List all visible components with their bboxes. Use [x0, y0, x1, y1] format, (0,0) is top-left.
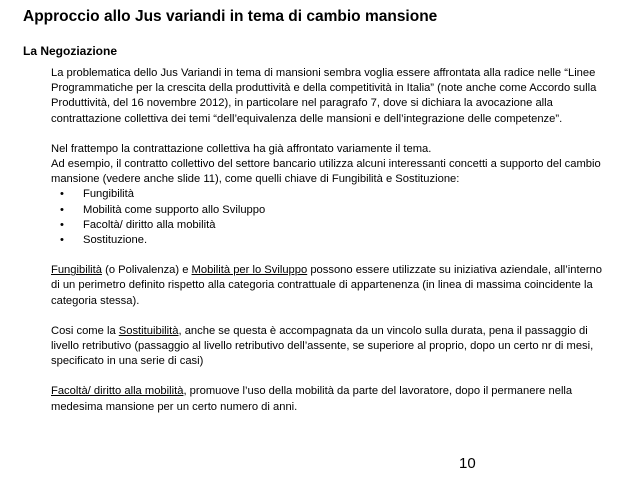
term-substitutability: Sostituibilità: [118, 324, 179, 337]
slide-body: [51, 66, 611, 415]
paragraph-text: possono essere utilizzate su iniziativa aziendale, all’interno di un perimetro definito rispetto alla categoria contrattuale di appartenenza (in linea di massima coincidente la categoria stessa).: [51, 264, 602, 307]
paragraph-meanwhile: Nel frattempo la contrattazione collettiva ha già affrontato variamente il tema.: [51, 142, 432, 155]
paragraph-substitution: [51, 324, 611, 370]
paragraph-text: (o Polivalenza) e: [102, 264, 192, 277]
paragraph-mobility-right: [51, 384, 611, 414]
paragraph-text: , promuove l’uso della mobilità da parte del lavoratore, dopo il permanere nella medesima mansione per un certo numero di anni.: [51, 385, 573, 413]
paragraph-example: Ad esempio, il contratto collettivo del settore bancario utilizza alcuni interessanti concetti a supporto del cambio mansione (vedere anche slide 11), come quelli chiave di Fungibilità e Sostituzione:: [51, 158, 601, 186]
spacer: [51, 127, 611, 142]
bullet-dot: •: [60, 188, 64, 201]
list-item: [51, 218, 611, 233]
bullet-text: Mobilità come supporto allo Sviluppo: [83, 203, 266, 216]
bullet-dot: •: [60, 203, 64, 216]
bullet-text: Sostituzione.: [83, 234, 148, 247]
slide-title: Approccio allo Jus variandi in tema di cambio mansione: [23, 8, 438, 25]
bullet-dot: •: [60, 234, 64, 247]
list-item: [51, 203, 611, 218]
paragraph-intro: La problematica dello Jus Variandi in tema di mansioni sembra voglia essere affrontata alla radice nelle “Linee Programmatiche per la crescita della produttività e della competitività in Italia” (note anche come Accordo sulla Produttività, del 16 novembre 2012), in particolare nel paragrafo 7, dove si dichiara la avocazione alla contrattazione collettiva dei temi “dell’equivalenza delle mansioni e dell’integrazione delle competenze”.: [51, 67, 597, 125]
list-item: [51, 187, 611, 202]
term-mobility-development: Mobilità per lo Sviluppo: [191, 264, 308, 277]
page-number: 10: [459, 455, 476, 472]
slide-subtitle: La Negoziazione: [23, 44, 118, 58]
spacer: [51, 369, 611, 384]
term-fungibility: Fungibilità: [51, 264, 102, 277]
spacer: [51, 248, 611, 263]
bullet-dot: •: [60, 218, 64, 231]
paragraph-text: Cosi come la: [51, 324, 119, 337]
bullet-list: [51, 187, 611, 248]
list-item: [51, 233, 611, 248]
term-mobility-right: Facoltà/ diritto alla mobilità: [51, 385, 184, 398]
paragraph-fungibility: [51, 263, 611, 309]
bullet-text: Facoltà/ diritto alla mobilità: [83, 218, 216, 231]
paragraph-text: , anche se questa è accompagnata da un vincolo sulla durata, pena il passaggio di livello retributivo (passaggio al livello retributivo dell’assente, se superiore al proprio, dopo un certo nr di mesi, specificato in una serie di casi): [51, 324, 594, 368]
spacer: [51, 309, 611, 324]
bullet-text: Fungibilità: [83, 188, 134, 201]
